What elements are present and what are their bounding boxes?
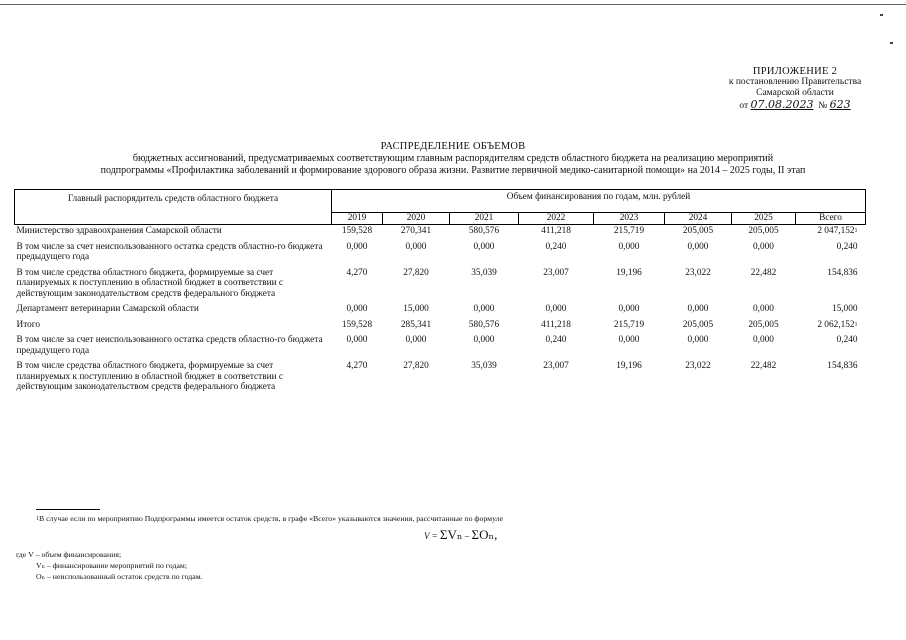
row-value-cell: 27,820 [403,361,429,371]
row-value-cell: 23,022 [685,267,711,278]
budget-table [14,189,866,393]
row-value-cell: 0,000 [473,335,495,345]
formula-sum-o: ΣOₙ, [471,527,498,542]
appendix-header [700,66,890,112]
table-row [15,356,866,393]
row-value-cell: 215,719 [613,226,645,236]
header-year: 2025 [732,213,796,225]
row-value-cell: 0,000 [618,304,640,314]
row-label: В том числе средства областного бюджета, формируемые за счет планируемых к поступлению в областной бюджет в соответствии с действующим законодательством средств федерального бюджета [16,267,284,299]
row-total-cell: 0,240 [836,241,858,252]
row-label: Департамент ветеринарии Самарской области [16,304,199,314]
row-value-cell: 0,000 [473,241,495,252]
appendix-line-1: к постановлению Правительства [728,77,862,87]
row-value-cell: 35,039 [471,361,497,371]
row-value-cell: 0,000 [687,304,709,314]
row-total-cell: 154,836 [827,361,858,371]
row-value-cell: 22,482 [750,267,777,278]
row-value-cell: 215,719 [613,319,645,330]
row-value-cell: 0,000 [405,335,427,345]
row-value-cell: 411,218 [541,226,571,236]
row-value-cell: 27,820 [403,267,429,278]
footnote [36,514,836,524]
heading-line-1: бюджетных ассигнований, предусматриваемых соответствующим главным распорядителям средств областного бюджета на реализацию мероприятий [132,153,774,164]
formula-minus: – [462,531,472,541]
footnote-mark: 1 [36,516,39,522]
row-value-cell: 0,000 [346,241,368,252]
row-value-cell: 0,240 [545,241,567,252]
row-value-cell: 4,270 [346,361,368,371]
cell-value: 2 047,152 [817,226,855,236]
scan-speck [890,42,893,44]
row-total-cell: 15,000 [831,304,858,314]
row-value-cell: 0,000 [753,241,774,252]
header-year: 2020 [383,213,450,225]
header-year: 2023 [594,213,665,225]
row-value-cell: 0,000 [405,241,427,252]
formula-sum-v: ΣVₙ [439,527,463,542]
row-value-cell: 205,005 [682,226,714,236]
row-value-cell: 0,000 [753,304,774,314]
legend-line-3: Oₙ – неиспользованный остаток средств по годам. [36,572,203,581]
row-label: В том числе средства областного бюджета, формируемые за счет планируемых к поступлению в областной бюджет в соответствии с действующим законодательством средств федерального бюджета [16,361,284,392]
table-row [15,263,866,300]
row-value-cell: 35,039 [471,267,497,278]
header-year: 2019 [332,213,383,225]
row-value-cell: 23,022 [685,361,711,371]
table-row [15,225,866,237]
row-value-cell: 0,000 [618,335,640,345]
row-value-cell: 23,007 [543,361,569,371]
header-total: Всего [796,213,866,225]
footnote-ref: 1 [854,321,858,328]
header-year: 2024 [665,213,732,225]
table-row [15,299,866,315]
row-label: Итого [16,319,41,330]
formula-lhs: V = [424,531,440,541]
heading-title: РАСПРЕДЕЛЕНИЕ ОБЪЕМОВ [380,141,526,152]
row-value-cell: 0,000 [473,304,495,314]
appendix-line-2: Самарской области [756,88,834,98]
header-year: 2022 [519,213,594,225]
date-value: 07.08.2023 [750,98,814,111]
row-value-cell: 0,240 [545,335,567,345]
number-value: 623 [829,98,851,111]
appendix-date-line [700,99,890,112]
row-label: В том числе за счет неиспользованного остатка средств областно-го бюджета предыдущего года [16,335,323,356]
row-value-cell: 270,341 [400,226,432,236]
row-value-cell: 0,000 [687,241,709,252]
cell-value: 2 062,152 [817,319,855,330]
row-total-cell: 0,240 [836,335,858,345]
formula-legend [16,549,203,582]
row-value-cell: 19,196 [616,267,642,278]
row-value-cell: 22,482 [750,361,777,371]
header-financing: Объем финансирования по годам, млн. рублей [332,190,866,213]
row-value-cell: 0,000 [346,335,368,345]
table-row [15,237,866,263]
row-value-cell: 580,576 [468,319,500,330]
row-value-cell: 580,576 [468,226,500,236]
row-value-cell: 205,005 [682,319,714,330]
row-value-cell: 0,000 [346,304,368,314]
number-prefix: № [818,101,828,111]
row-total-cell [796,315,866,331]
legend-line-2: Vₙ – финансирование мероприятий по годам; [36,561,188,570]
row-value-cell: 205,005 [748,226,779,236]
table-row [15,330,866,356]
footnote-separator [36,509,100,510]
row-value-cell: 15,000 [403,304,429,314]
row-total-cell [796,225,866,237]
document-heading [0,141,906,177]
row-value-cell: 23,007 [543,267,569,278]
row-value-cell: 0,000 [545,304,567,314]
row-total-cell: 154,836 [827,267,858,278]
appendix-title: ПРИЛОЖЕНИЕ 2 [752,66,838,77]
row-value-cell: 411,218 [541,319,571,330]
row-value-cell: 4,270 [346,267,368,278]
row-value-cell: 19,196 [616,361,642,371]
row-value-cell: 159,528 [341,319,373,330]
row-value-cell: 205,005 [748,319,779,330]
footnote-text: В случае если по мероприятию Подпрограммы имеется остаток средств, в графе «Всего» указываются значения, рассчитанные по формуле [39,514,503,523]
row-label: Министерство здравоохранения Самарской области [16,226,222,236]
row-label: В том числе за счет неиспользованного остатка средств областно-го бюджета предыдущего года [16,241,323,262]
header-main-column: Главный распорядитель средств областного бюджета [15,190,332,225]
legend-line-1: где V – объем финансирования; [16,550,122,559]
heading-line-2: подпрограммы «Профилактика заболеваний и формирование здорового образа жизни. Развитие первичной медико-санитарной помощи» на 2014 – 2025 годы, II этап [100,165,806,176]
formula [424,527,497,543]
header-year: 2021 [450,213,519,225]
scan-speck [880,14,883,16]
row-value-cell: 0,000 [687,335,709,345]
row-value-cell: 159,528 [341,226,373,236]
table-row [15,315,866,331]
row-value-cell: 0,000 [753,335,774,345]
footnote-ref: 1 [854,228,858,234]
top-border-line [0,4,906,5]
date-prefix: от [739,101,749,111]
row-value-cell: 0,000 [618,241,640,252]
row-value-cell: 285,341 [400,319,432,330]
